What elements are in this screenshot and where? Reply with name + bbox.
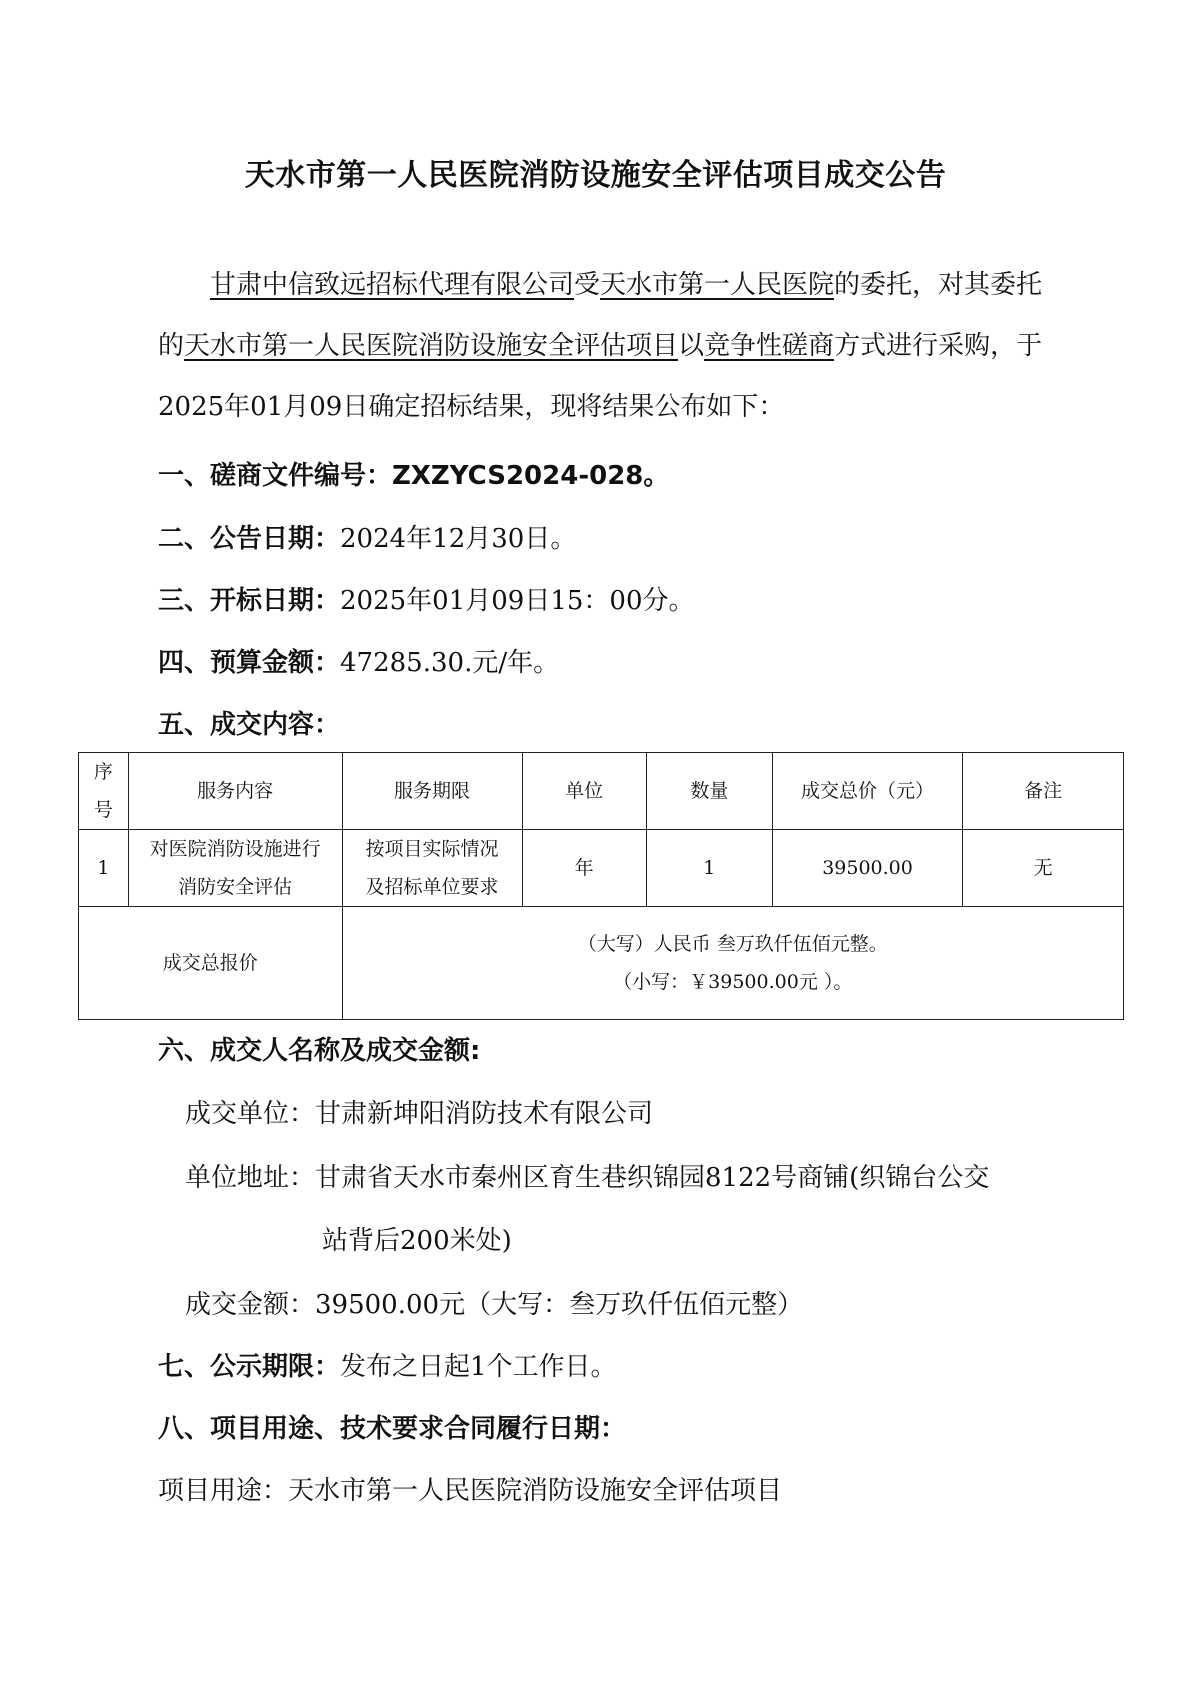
item-doc-number-value: ZXZYCS2024-028。 [392, 461, 670, 491]
winner-heading-text: 六、成交人名称及成交金额: [158, 1036, 481, 1066]
cell-remark: 无 [963, 830, 1124, 907]
item-open-date-label: 三、开标日期： [158, 586, 341, 616]
cell-unit: 年 [522, 830, 646, 907]
usage-value: 天水市第一人民医院消防设施安全评估项目 [288, 1476, 783, 1506]
intro-text-2: 的委托，对其委托的 [158, 270, 1043, 361]
usage-label: 项目用途： [158, 1476, 289, 1506]
usage-heading-text: 八、项目用途、技术要求合同履行日期： [158, 1414, 627, 1444]
item-open-date-value: 2025年01月09日15：00分。 [340, 586, 695, 616]
winner-unit-label: 成交单位： [185, 1099, 316, 1129]
header-total: 成交总价（元） [772, 753, 962, 830]
table-header-row [79, 753, 1124, 830]
winner-address [185, 1157, 989, 1194]
table-total-row [79, 907, 1124, 1020]
cell-content: 对医院消防设施进行 消防安全评估 [128, 830, 342, 907]
deal-table [78, 752, 1124, 1020]
cell-seq: 1 [79, 830, 129, 907]
cell-period: 按项目实际情况 及招标单位要求 [342, 830, 522, 907]
publicity-period-value: 发布之日起1个工作日。 [340, 1352, 617, 1382]
usage-heading [158, 1408, 626, 1445]
item-budget [158, 642, 559, 679]
item-open-date [158, 580, 695, 617]
intro-text-1: 受 [574, 270, 601, 300]
winner-address-cont [322, 1220, 512, 1257]
usage-line [158, 1470, 782, 1507]
intro-paragraph [158, 255, 1048, 438]
client-name: 天水市第一人民医院 [600, 270, 835, 300]
intro-text-3: 以 [678, 331, 705, 361]
item-doc-number [158, 455, 669, 492]
project-name: 天水市第一人民医院消防设施安全评估项目 [184, 331, 679, 361]
page-title: 天水市第一人民医院消防设施安全评估项目成交公告 [244, 158, 947, 193]
item-budget-label: 四、预算金额： [158, 648, 341, 678]
total-lower: （小写：￥39500.00元 ）。 [613, 971, 853, 993]
procurement-method: 竞争性磋商 [704, 331, 835, 361]
cell-total: 39500.00 [772, 830, 962, 907]
header-qty: 数量 [646, 753, 772, 830]
header-period: 服务期限 [342, 753, 522, 830]
total-upper: （大写）人民币 叁万玖仟伍佰元整。 [577, 933, 888, 955]
table-row [79, 830, 1124, 907]
item-doc-number-label: 一、磋商文件编号： [158, 461, 393, 491]
header-seq: 序 号 [79, 753, 129, 830]
total-amount [342, 907, 1123, 1020]
winner-heading [158, 1030, 480, 1067]
cell-qty: 1 [646, 830, 772, 907]
intro-text-4: 方式进行采购，于2025年01月09日确定招标结果，现将结果公布如下： [158, 331, 1043, 422]
header-content: 服务内容 [128, 753, 342, 830]
item-announce-date [158, 518, 576, 555]
publicity-period [158, 1346, 617, 1383]
winner-address-line1: 甘肃省天水市秦州区育生巷织锦园8122号商铺(织锦台公交 [315, 1163, 990, 1193]
agent-name: 甘肃中信致远招标代理有限公司 [210, 270, 575, 300]
winner-unit [185, 1093, 653, 1130]
header-remark: 备注 [963, 753, 1124, 830]
header-unit: 单位 [522, 753, 646, 830]
winner-unit-value: 甘肃新坤阳消防技术有限公司 [315, 1099, 654, 1129]
winner-amount-value: 39500.00元（大写：叁万玖仟伍佰元整） [315, 1290, 804, 1320]
winner-amount [185, 1284, 803, 1321]
item-announce-date-value: 2024年12月30日。 [340, 524, 577, 554]
item-budget-value: 47285.30.元/年。 [340, 648, 560, 678]
item-deal-content [158, 704, 340, 741]
total-label: 成交总报价 [79, 907, 343, 1020]
item-announce-date-label: 二、公告日期： [158, 524, 341, 554]
winner-address-line2: 站背后200米处) [322, 1226, 512, 1256]
winner-address-label: 单位地址： [185, 1163, 316, 1193]
winner-amount-label: 成交金额： [185, 1290, 316, 1320]
publicity-period-label: 七、公示期限： [158, 1352, 341, 1382]
item-deal-content-label: 五、成交内容： [158, 710, 341, 740]
